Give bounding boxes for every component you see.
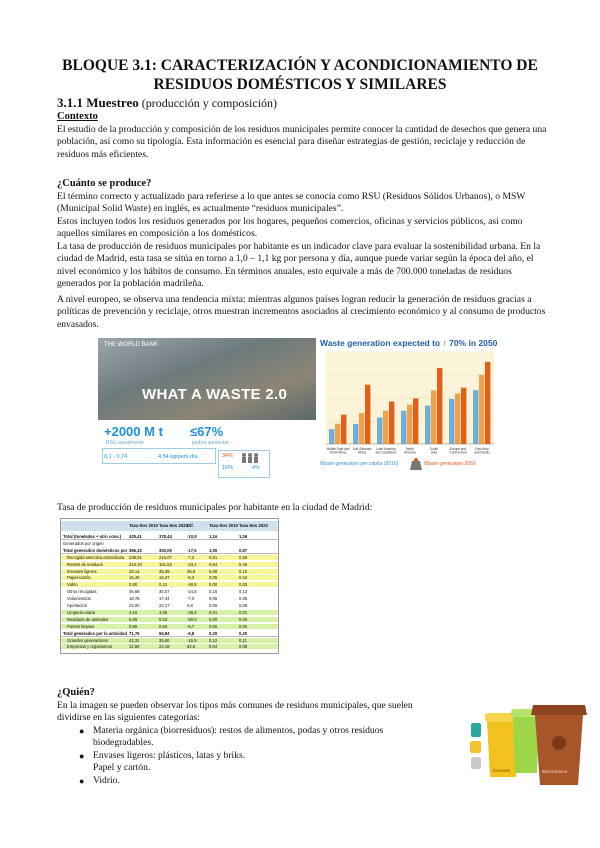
title-line-1: BLOQUE 3.1: CARACTERIZACIÓN Y ACONDICIONAMIENTO DE: [62, 57, 538, 74]
bullet-icon: ●: [79, 751, 85, 761]
table-cell: Total generados por la actividad: [63, 630, 127, 636]
table-cell: 0,04: [209, 644, 218, 650]
table-header-cell: Tasa Nov 2019: [129, 523, 158, 528]
table-cell: 0,61: [209, 554, 218, 560]
contexto-heading: Contexto: [57, 111, 98, 122]
table-cell: 3,06: [159, 609, 168, 615]
table-cell: 24,18: [159, 644, 170, 650]
table-header-cell: Tasa Nov 2020: [239, 523, 268, 528]
small-bin-icon: [471, 723, 481, 737]
chart-bar: [485, 362, 490, 444]
cuanto-paragraph-4: A nivel europeo, se observa una tendencia mixta: mientras algunos países logran reducir la generación de residuos gracias a políticas de prevención y reciclaje, otros muestran incrementos asociados al crecimiento económico y al consumo de productos envasados.: [57, 294, 546, 330]
small-bin-icon: [471, 757, 481, 769]
table-cell: 35,07: [159, 589, 170, 595]
list-item-text: Vidrio.: [93, 775, 120, 786]
table-cell: -7,2: [187, 554, 195, 560]
table-cell: 0,05: [239, 596, 248, 602]
table-cell: 238,91: [129, 554, 142, 560]
table-caption: Tasa de producción de residuos municipales por habitante en la ciudad de Madrid:: [57, 502, 373, 513]
table-cell: 0,12: [209, 637, 218, 643]
table-cell: 0,06: [129, 616, 138, 622]
pct-a: 34%: [222, 453, 234, 459]
table-header-cell: Dif.: [187, 523, 194, 528]
small-bin-icon: [470, 741, 481, 753]
table-cell: 425,41: [129, 534, 142, 539]
table-cell: 0,83: [159, 623, 168, 629]
chart-category-label: Europe and Central Asia: [449, 447, 467, 455]
chart-bar: [365, 385, 370, 444]
table-row: [61, 589, 278, 594]
chart-bar: [359, 413, 364, 444]
table-cell: 0,08: [209, 568, 218, 574]
cuanto-heading: ¿Cuánto se produce?: [57, 178, 152, 189]
bullet-icon: ●: [79, 776, 85, 786]
cuanto-paragraph-3: La tasa de producción de residuos municipales por habitante es un indicador clave para evaluar la sostenibilidad urbana. En la ciudad de Madrid, esta tasa se sitúa en torno a 1,0 – 1,1 kg por persona y día, aunque puede variar según la época del año, el nivel económico y los hábitos de consumo. En términos anuales, esto equivale a más de 700.000 toneladas de residuos generados por la población madrileña.: [57, 241, 541, 290]
chart-bar: [329, 429, 334, 444]
table-cell: 92,5: [187, 644, 196, 650]
table-cell: -6,8: [187, 630, 195, 636]
chart-category-label: Latin America and Caribbean: [375, 447, 397, 455]
table-cell: 0,20: [209, 630, 218, 636]
table-row: [61, 541, 278, 546]
table-cell: 0,15: [209, 589, 218, 595]
table-cell: 0,87: [239, 547, 248, 553]
green-bin-icon: [513, 717, 539, 773]
chart-bar: [425, 406, 430, 444]
table-row: [61, 624, 278, 629]
table-cell: 17,44: [159, 596, 170, 602]
stat-total-waste: +2000 M t: [104, 424, 163, 439]
table-row: [61, 631, 278, 637]
waste-generation-chart: [318, 338, 498, 470]
table-row: [61, 610, 278, 615]
chart-category-label: East Asia and Pacific: [474, 447, 490, 455]
chart-bar: [341, 415, 346, 444]
document-title: [60, 56, 540, 94]
table-cell: -7,0: [187, 596, 195, 602]
table-cell: -23,1: [187, 561, 197, 567]
list-item-text: [93, 725, 433, 750]
chart-bar: [353, 424, 358, 444]
chart-legend-1: Waste generation per capita (2016): [320, 461, 399, 467]
table-cell: -15,9: [187, 637, 197, 643]
section-subtitle: (producción y composición): [141, 96, 278, 110]
table-cell: 0,00: [209, 616, 218, 622]
table-cell: 0,41: [159, 582, 168, 588]
table-cell: 0,04: [239, 575, 248, 581]
table-cell: 0,03: [159, 616, 168, 622]
table-cell: 0,06: [239, 603, 248, 608]
range-high: 4,54 kg/pers·día: [158, 454, 198, 460]
title-line-2: RESIDUOS DOMÉSTICOS Y SIMILARES: [153, 76, 447, 93]
table-cell: 0,20: [239, 630, 248, 636]
section-heading: [57, 95, 277, 111]
table-row: [61, 596, 278, 601]
table-header-cell: Tasa Nov 2020: [159, 523, 188, 528]
table-cell: -24,8: [187, 589, 197, 595]
table-cell: 0,00: [239, 582, 248, 588]
table-cell: Total (toneladas + otro cons.): [63, 534, 122, 539]
contexto-paragraph: El estudio de la producción y composición de los residuos municipales permite conocer la cantidad de desechos que genera una población, así como su tipología. Esta información es esencial para diseñar estrategias de gestión, reciclaje y reducción de residuos más eficientes.: [57, 124, 547, 160]
table-cell: Otros recogidas: [67, 589, 97, 595]
waste-categories-list: [57, 725, 437, 795]
stat-increase: ≤67%: [190, 424, 224, 439]
table-row: [61, 534, 278, 540]
table-cell: Generados por origen: [63, 540, 104, 546]
list-item-text: [93, 750, 433, 775]
table-header-cell: Tasa Nov 2019: [209, 523, 238, 528]
table-cell: 161,53: [159, 561, 172, 567]
list-item-line-2: biodegradables.: [93, 737, 154, 749]
chart-category-label: Sub-Saharan Africa: [352, 447, 372, 455]
table-cell: 366,32: [129, 547, 142, 553]
table-row: [61, 603, 278, 608]
yellow-bin-label: Envases: [493, 768, 511, 773]
list-item-line-1: Materia orgánica (biorresiduos): restos de alimentos, podas y otros residuos: [93, 725, 384, 736]
chart-category-label: North America: [404, 447, 416, 455]
chart-bar: [383, 411, 388, 444]
table-row: [61, 644, 278, 649]
table-cell: 35,60: [159, 637, 170, 643]
table-cell: 18,76: [129, 596, 140, 602]
chart-bar: [407, 405, 412, 444]
table-cell: 22,00: [129, 603, 140, 608]
table-cell: 0,10: [239, 568, 248, 574]
recycling-bins-illustration: [465, 693, 590, 788]
people-icons: [98, 338, 316, 478]
chart-bar: [449, 399, 454, 444]
bullet-icon: ●: [79, 726, 85, 736]
list-item-line-1: Envases ligeros: plásticos, latas y briks.: [93, 750, 246, 761]
infographic-headline: WHAT A WASTE 2.0: [142, 386, 288, 403]
table-cell: 16,40: [129, 575, 140, 581]
table-cell: Puntos limpios: [67, 623, 95, 629]
table-cell: 0,00: [209, 623, 218, 629]
brown-bin-label: Biorresiduos: [542, 769, 568, 774]
table-cell: Aportación: [67, 603, 88, 608]
chart-bar: [413, 398, 418, 444]
table-cell: Recogida selectiva domiciliaria: [67, 554, 125, 560]
table-row: [61, 617, 278, 622]
table-cell: 0,8: [187, 603, 193, 608]
table-cell: Total generados domésticos por: [63, 547, 128, 553]
table-cell: Voluminosos: [67, 596, 91, 602]
table-cell: -50,0: [187, 616, 197, 622]
table-cell: 378,44: [159, 534, 172, 539]
table-cell: 0,06: [209, 603, 218, 608]
chart-legend-2: Waste generation 2050: [424, 461, 476, 467]
table-cell: Residuos de animales: [67, 616, 109, 622]
table-row: [61, 562, 278, 567]
stat-total-caption: RSU anualmente: [106, 440, 145, 446]
table-cell: 15,37: [159, 575, 170, 581]
range-low: 0,1 - 0,74: [104, 454, 128, 460]
table-cell: 1,16: [209, 534, 218, 539]
table-cell: 35,39: [159, 568, 170, 574]
table-row: [61, 638, 278, 643]
madrid-waste-table: [60, 518, 279, 654]
table-cell: 0,13: [239, 589, 248, 595]
table-row: [61, 555, 278, 560]
list-item-line-2: Papel y cartón.: [93, 762, 151, 774]
table-cell: 215,07: [159, 554, 172, 560]
table-cell: 302,06: [159, 547, 172, 553]
pct-b: 16%: [222, 465, 234, 471]
chart-bar: [377, 417, 382, 444]
table-cell: 0,54: [209, 561, 218, 567]
cuanto-paragraph-2: Estos incluyen todos los residuos generados por los hogares, pequeños comercios, oficinas y servicios públicos, así como aquellos similares en composición a los domésticos.: [57, 216, 523, 240]
chart-canvas: [318, 338, 498, 470]
table-cell: 0,80: [129, 582, 138, 588]
table-cell: Grandes generadores: [67, 637, 108, 643]
table-cell: -17,5: [187, 547, 197, 553]
table-cell: Vidrio: [67, 582, 78, 588]
table-cell: 12,56: [129, 644, 140, 650]
table-cell: 4,16: [129, 609, 138, 615]
trash-bag-icon: [406, 457, 426, 471]
chart-category-label: Middle East and North Africa: [326, 447, 350, 455]
table-row: [61, 548, 278, 554]
chart-bar: [461, 388, 466, 444]
table-header-row: [61, 521, 278, 531]
table-cell: 25,8: [187, 568, 196, 574]
table-cell: 22,17: [159, 603, 170, 608]
world-bank-infographic: [98, 338, 316, 478]
world-bank-logo: THE WORLD BANK: [104, 342, 159, 348]
table-cell: 0,46: [239, 561, 248, 567]
table-cell: 0,11: [239, 637, 247, 643]
table-cell: Empresas y organismos: [67, 644, 112, 650]
table-cell: 0,05: [209, 575, 218, 581]
table-cell: 42,31: [129, 637, 140, 643]
table-cell: 0,59: [239, 554, 248, 560]
table-cell: 1,06: [239, 534, 248, 539]
chart-bar: [431, 390, 436, 444]
chart-bar: [389, 402, 394, 444]
table-cell: Restos de residuos: [67, 561, 103, 567]
table-cell: 1,00: [209, 547, 218, 553]
chart-category-label: South Asia: [429, 447, 439, 455]
chart-bar: [437, 368, 442, 444]
table-cell: 0,00: [239, 623, 248, 629]
chart-bar: [401, 411, 406, 444]
table-cell: Limpieza viaria: [67, 609, 95, 615]
table-cell: 0,00: [209, 582, 218, 588]
table-cell: Papel-cartón: [67, 575, 91, 581]
cuanto-paragraph-1: El término correcto y actualizado para referirse a lo que antes se conocía como RSU (Residuos Sólidos Urbanos), o MSW (Municipal Solid Waste) en inglés, es actualmente “residuos municipales”.: [57, 191, 526, 215]
pct-c: 4%: [252, 465, 260, 471]
chart-title: Waste generation expected to ↑ 70% in 2050: [320, 338, 498, 348]
table-cell: Envases ligeros: [67, 568, 97, 574]
table-cell: 0,89: [129, 623, 138, 629]
table-cell: 46,66: [129, 589, 140, 595]
table-cell: 28,14: [129, 568, 140, 574]
chart-bar: [455, 393, 460, 444]
chart-bar: [479, 375, 484, 444]
chart-bar: [473, 390, 478, 444]
table-cell: 0,05: [209, 596, 218, 602]
table-cell: 0,00: [239, 616, 248, 622]
table-row: [61, 569, 278, 574]
table-cell: 66,84: [159, 630, 170, 636]
stat-increase-caption: podría aumentar: [192, 440, 229, 446]
table-cell: -6,3: [187, 575, 195, 581]
table-cell: 210,10: [129, 561, 142, 567]
quien-paragraph: En la imagen se pueden observar los tipos más comunes de residuos municipales, que suelen dividirse en las siguientes categorías:: [57, 700, 413, 724]
table-cell: 0,01: [209, 609, 218, 615]
quien-heading: ¿Quién?: [57, 687, 95, 698]
table-cell: -48,8: [187, 582, 197, 588]
section-number-title: 3.1.1 Muestreo: [57, 95, 139, 110]
table-row: [61, 582, 278, 587]
table-cell: 0,01: [239, 609, 248, 615]
table-cell: -6,7: [187, 623, 195, 629]
table-cell: -10,9: [187, 534, 197, 539]
table-cell: -26,4: [187, 609, 197, 615]
chart-bar: [335, 424, 340, 444]
table-row: [61, 575, 278, 580]
table-cell: 71,76: [129, 630, 140, 636]
table-cell: 0,08: [239, 644, 248, 650]
